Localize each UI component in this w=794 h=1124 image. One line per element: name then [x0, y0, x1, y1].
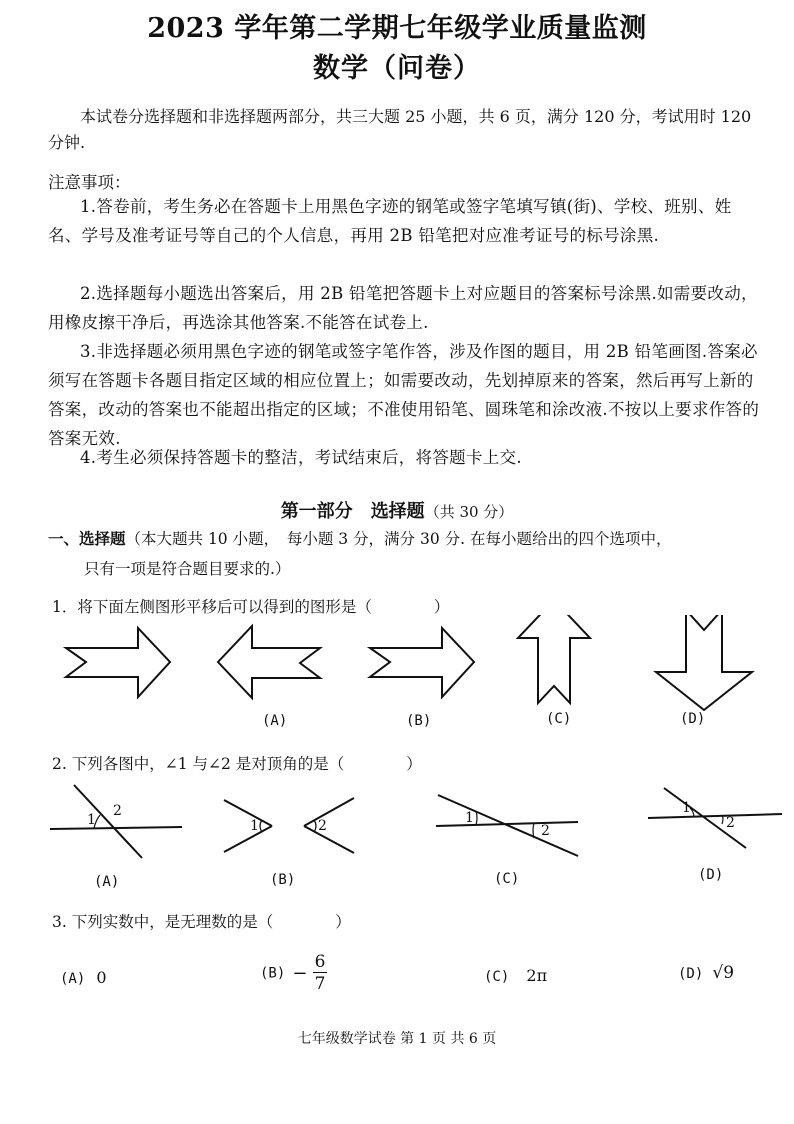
angle-arc [476, 811, 477, 825]
note-item: 2.选择题每小题选出答案后，用 2B 铅笔把答题卡上对应题目的答案标号涂黑.如需要改动，用橡皮擦干净后，再选涂其他答案.不能答在试卷上. [48, 284, 758, 332]
q2a-line-diag [74, 785, 142, 858]
exam-title: 2023 学年第二学期七年级学业质量监测 [147, 13, 647, 44]
instruction-head: 一、选择题 [48, 529, 126, 548]
q3-option-a-value: 0 [96, 968, 107, 987]
note-item: 3.非选择题必须用黑色字迹的钢笔或签字笔作答，涉及作图的题目，用 2B 铅笔画图.答案必须写在答题卡各题目指定区域的相应位置上；如需要改动，先划掉原来的答案，然后再写上新的答案，改动的答案也不能超出指定的区域；不准使用铅笔、圆珠笔和涂改液.不按以上要求作答的答案无效. [48, 342, 760, 448]
q3-option-a-label: (A) [60, 971, 86, 987]
section-name: 选择题 [370, 501, 425, 522]
section-part: 第一部分 [280, 501, 353, 522]
page-footer: 七年级数学试卷 第 1 页 共 6 页 [297, 1031, 497, 1047]
q2c-angle2: 2 [541, 823, 550, 839]
q1-option-c: (C) [546, 711, 572, 727]
q3-option-d-label: (D) [678, 966, 704, 982]
q3-option-c [484, 966, 547, 985]
option-a-arrow [218, 626, 320, 698]
angle-arc [533, 823, 534, 838]
q3-option-c-value: 2π [526, 966, 548, 985]
section-title [0, 497, 794, 523]
angle-arc [722, 815, 723, 824]
q2-option-a: (A) [94, 874, 120, 890]
question-2-figures [0, 770, 794, 870]
angle-arc [314, 820, 316, 832]
q3-option-a [60, 968, 107, 987]
question-1-figures [0, 615, 794, 735]
q1-option-a: (A) [262, 713, 288, 729]
instruction-rest: （本大题共 10 小题， 每小题 3 分，满分 30 分. 在每小题给出的四个选项中， [125, 530, 672, 548]
option-c-arrow [518, 615, 590, 703]
q3-option-b [260, 952, 327, 995]
question-2-stem: 2. 下列各图中，∠1 与∠2 是对顶角的是（ ） [52, 755, 422, 773]
notes-heading: 注意事项： [48, 173, 131, 192]
q2-option-c: (C) [494, 871, 520, 887]
q2b-ray [224, 826, 272, 852]
q3-option-b-sign: − [292, 963, 308, 984]
instruction-line2: 只有一项是符合题目要求的.） [84, 560, 291, 578]
q2b-angle1: 1 [250, 818, 259, 834]
q2a-angle1: 1 [87, 812, 96, 828]
option-b-arrow [370, 628, 474, 697]
q2-option-b: (B) [270, 872, 296, 888]
note-item: 4.考生必须保持答题卡的整洁，考试结束后，将答题卡上交. [80, 448, 522, 467]
q1-option-d: (D) [680, 711, 706, 727]
q2b-ray [224, 800, 272, 826]
q2b-angle2: 2 [318, 818, 327, 834]
q3-option-b-label: (B) [260, 965, 286, 982]
question-1-stem: 1．将下面左侧图形平移后可以得到的图形是（ ） [52, 598, 450, 616]
exam-intro: 本试卷分选择题和非选择题两部分，共三大题 25 小题，共 6 页，满分 120 分，考试用时 120 分钟. [48, 107, 752, 152]
fraction-numerator: 6 [314, 952, 326, 972]
section-score: （共 30 分） [424, 503, 514, 521]
q2d-angle1: 1 [682, 800, 691, 816]
section-instruction [48, 524, 768, 554]
q2d-angle2: 2 [726, 815, 735, 831]
note-item: 1.答卷前，考生务必在答题卡上用黑色字迹的钢笔或签字笔填写镇(街)、学校、班别、姓名、学号及准考证号等自己的个人信息，再用 2B 铅笔把对应准考证号的标号涂黑. [48, 197, 732, 245]
q2-option-d: (D) [698, 867, 724, 883]
q2b-ray [304, 826, 354, 853]
q2a-angle2: 2 [113, 803, 122, 819]
fraction-denominator: 7 [314, 974, 326, 994]
angle-arc [260, 820, 262, 832]
q2d-line-h [648, 814, 782, 818]
q3-option-d [678, 963, 734, 983]
q2c-angle1: 1 [465, 810, 474, 826]
q1-option-b: (B) [406, 713, 432, 729]
q3-option-d-value: √9 [712, 963, 735, 983]
q3-option-c-label: (C) [484, 969, 510, 985]
option-d-arrow [656, 615, 752, 710]
q3-option-b-fraction [313, 952, 328, 995]
original-arrow [66, 628, 170, 697]
exam-subtitle: 数学（问卷） [313, 53, 481, 84]
q2b-ray [304, 798, 354, 826]
question-3-stem: 3. 下列实数中，是无理数的是（ ） [52, 913, 351, 931]
